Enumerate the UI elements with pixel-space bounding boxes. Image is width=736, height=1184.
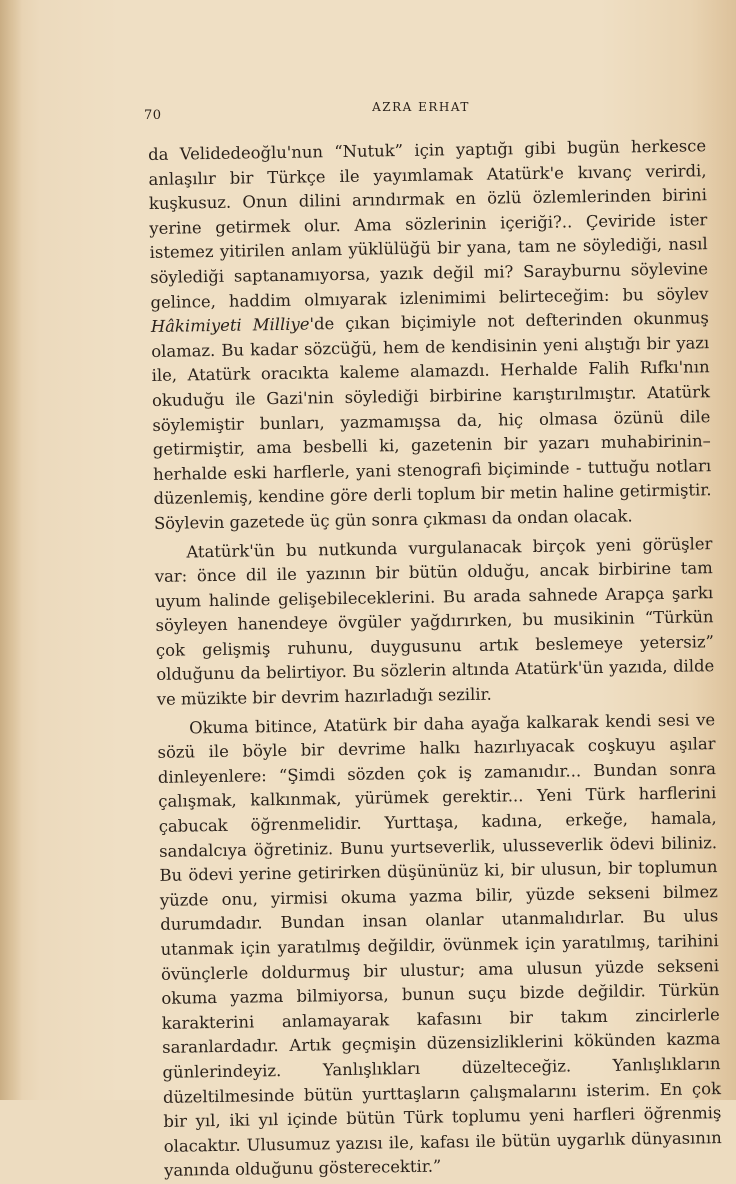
paragraph-3 [157, 708, 722, 1184]
running-head-author: AZRA ERHAT [372, 100, 470, 114]
page-number: 70 [144, 108, 162, 123]
paragraph-1-text-b: 'de çıkan biçimiyle not defterinden okunmuş olamaz. Bu kadar sözcüğü, hem de kendisinin yeni alıştığı bir yazı ile, Atatürk oracıkta kaleme alamazdı. Herhalde Falih Rıfkı'nın okuduğu ile Gazi'nin söylediği birbirine karıştırılmıştır. Atatürk söylemiştir bunları, yazmamışsa da, hiç olmasa özünü dile getirmiştir, ama besbelli ki, gazetenin bir yazarı muhabirinin–herhalde eski harflerle, yani stenografi biçiminde - tuttuğu notları düzenlemiş, kendine göre derli toplum bir metin haline getirmiştir. Söylevin gazetede üç gün sonra çıkması da ondan olacak. [151, 308, 712, 533]
page-gutter-shadow [0, 0, 22, 1100]
body-text [148, 134, 722, 1184]
paragraph-2-text: Atatürk'ün bu nutkunda vurgulanacak birçok yeni görüşler var: önce dil ile yazının bir bütün olduğu, ancak birbirine tam uyum halinde gelişebileceklerini. Bu arada sahnede Arapça şarkı söyleyen hanendeye övgüler yağdırırken, bu musikinin “Türkün çok gelişmiş ruhunu, duygusunu artık beslemeye yetersiz” olduğunu da belirtiyor. Bu sözlerin altında Atatürk'ün yazıda, dilde ve müzikte bir devrim hazırladığı sezilir. [154, 533, 715, 709]
paragraph-2 [154, 532, 715, 713]
running-head [138, 96, 704, 123]
paragraph-1-text-a: da Velidedeoğlu'nun “Nutuk” için yaptığı gibi bugün herkesce anlaşılır bir Türkçe ile yayımlamak Atatürk'e kıvanç verirdi, kuşkusuz. Onun dilini arındırmak en özlü özlemlerinden birini yerine getirmek olur. Ama sözlerinin içeriği?.. Çeviride ister istemez yitirilen anlam yüklülüğü bir yana, tam ne söylediği, nasıl söylediği saptanamıyorsa, yazık değil mi? Sarayburnu söylevine gelince, haddim olmıyarak izlenimimi belirteceğim: bu söylev [148, 136, 709, 312]
paragraph-3-text: Okuma bitince, Atatürk bir daha ayağa kalkarak kendi sesi ve sözü ile böyle bir devrime halkı hazırlıyacak coşkuyu aşılar dinleyenlere: “Şimdi sözden çok iş zamanıdır... Bundan sonra çalışmak, kalkınmak, yürümek gerektir... Yeni Türk harflerini çabucak öğrenmelidir. Yurttaşa, kadına, erkeğe, hamala, sandalcıya öğretiniz. Bunu yurtseverlik, ulusseverlik ödevi biliniz. Bu ödevi yerine getirirken düşününüz ki, bir ulusun, bir toplumun yüzde onu, yirmisi okuma yazma bilir, yüzde sekseni bilmez durumdadır. Bundan insan olanlar utanmalıdırlar. Bu ulus utanmak için yaratılmış değildir, övünmek için yaratılmış, tarihini övünçlerle doldurmuş bir ulustur; ama ulusun yüzde sekseni okuma yazma bilmiyorsa, bunun suçu bizde değildir. Türkün karakterini anlamayarak kafasını bir takım zincirlerle saranlardadır. Artık geçmişin düzensizliklerini kökünden kazma günlerindeyiz. Yanlışlıkları düzelteceğiz. Yanlışlıkların düzeltilmesinde bütün yurttaşların çalışmalarını isterim. En çok bir yıl, iki yıl içinde bütün Türk toplumu yeni harfleri öğrenmiş olacaktır. Ulusumuz yazısı ile, kafası ile bütün uygarlık dünyasının yanında olduğunu gösterecektir.” [157, 709, 722, 1181]
newspaper-title-hakimiyeti-milliye: Hâkimiyeti Milliye [150, 314, 310, 337]
paragraph-1 [148, 134, 712, 536]
